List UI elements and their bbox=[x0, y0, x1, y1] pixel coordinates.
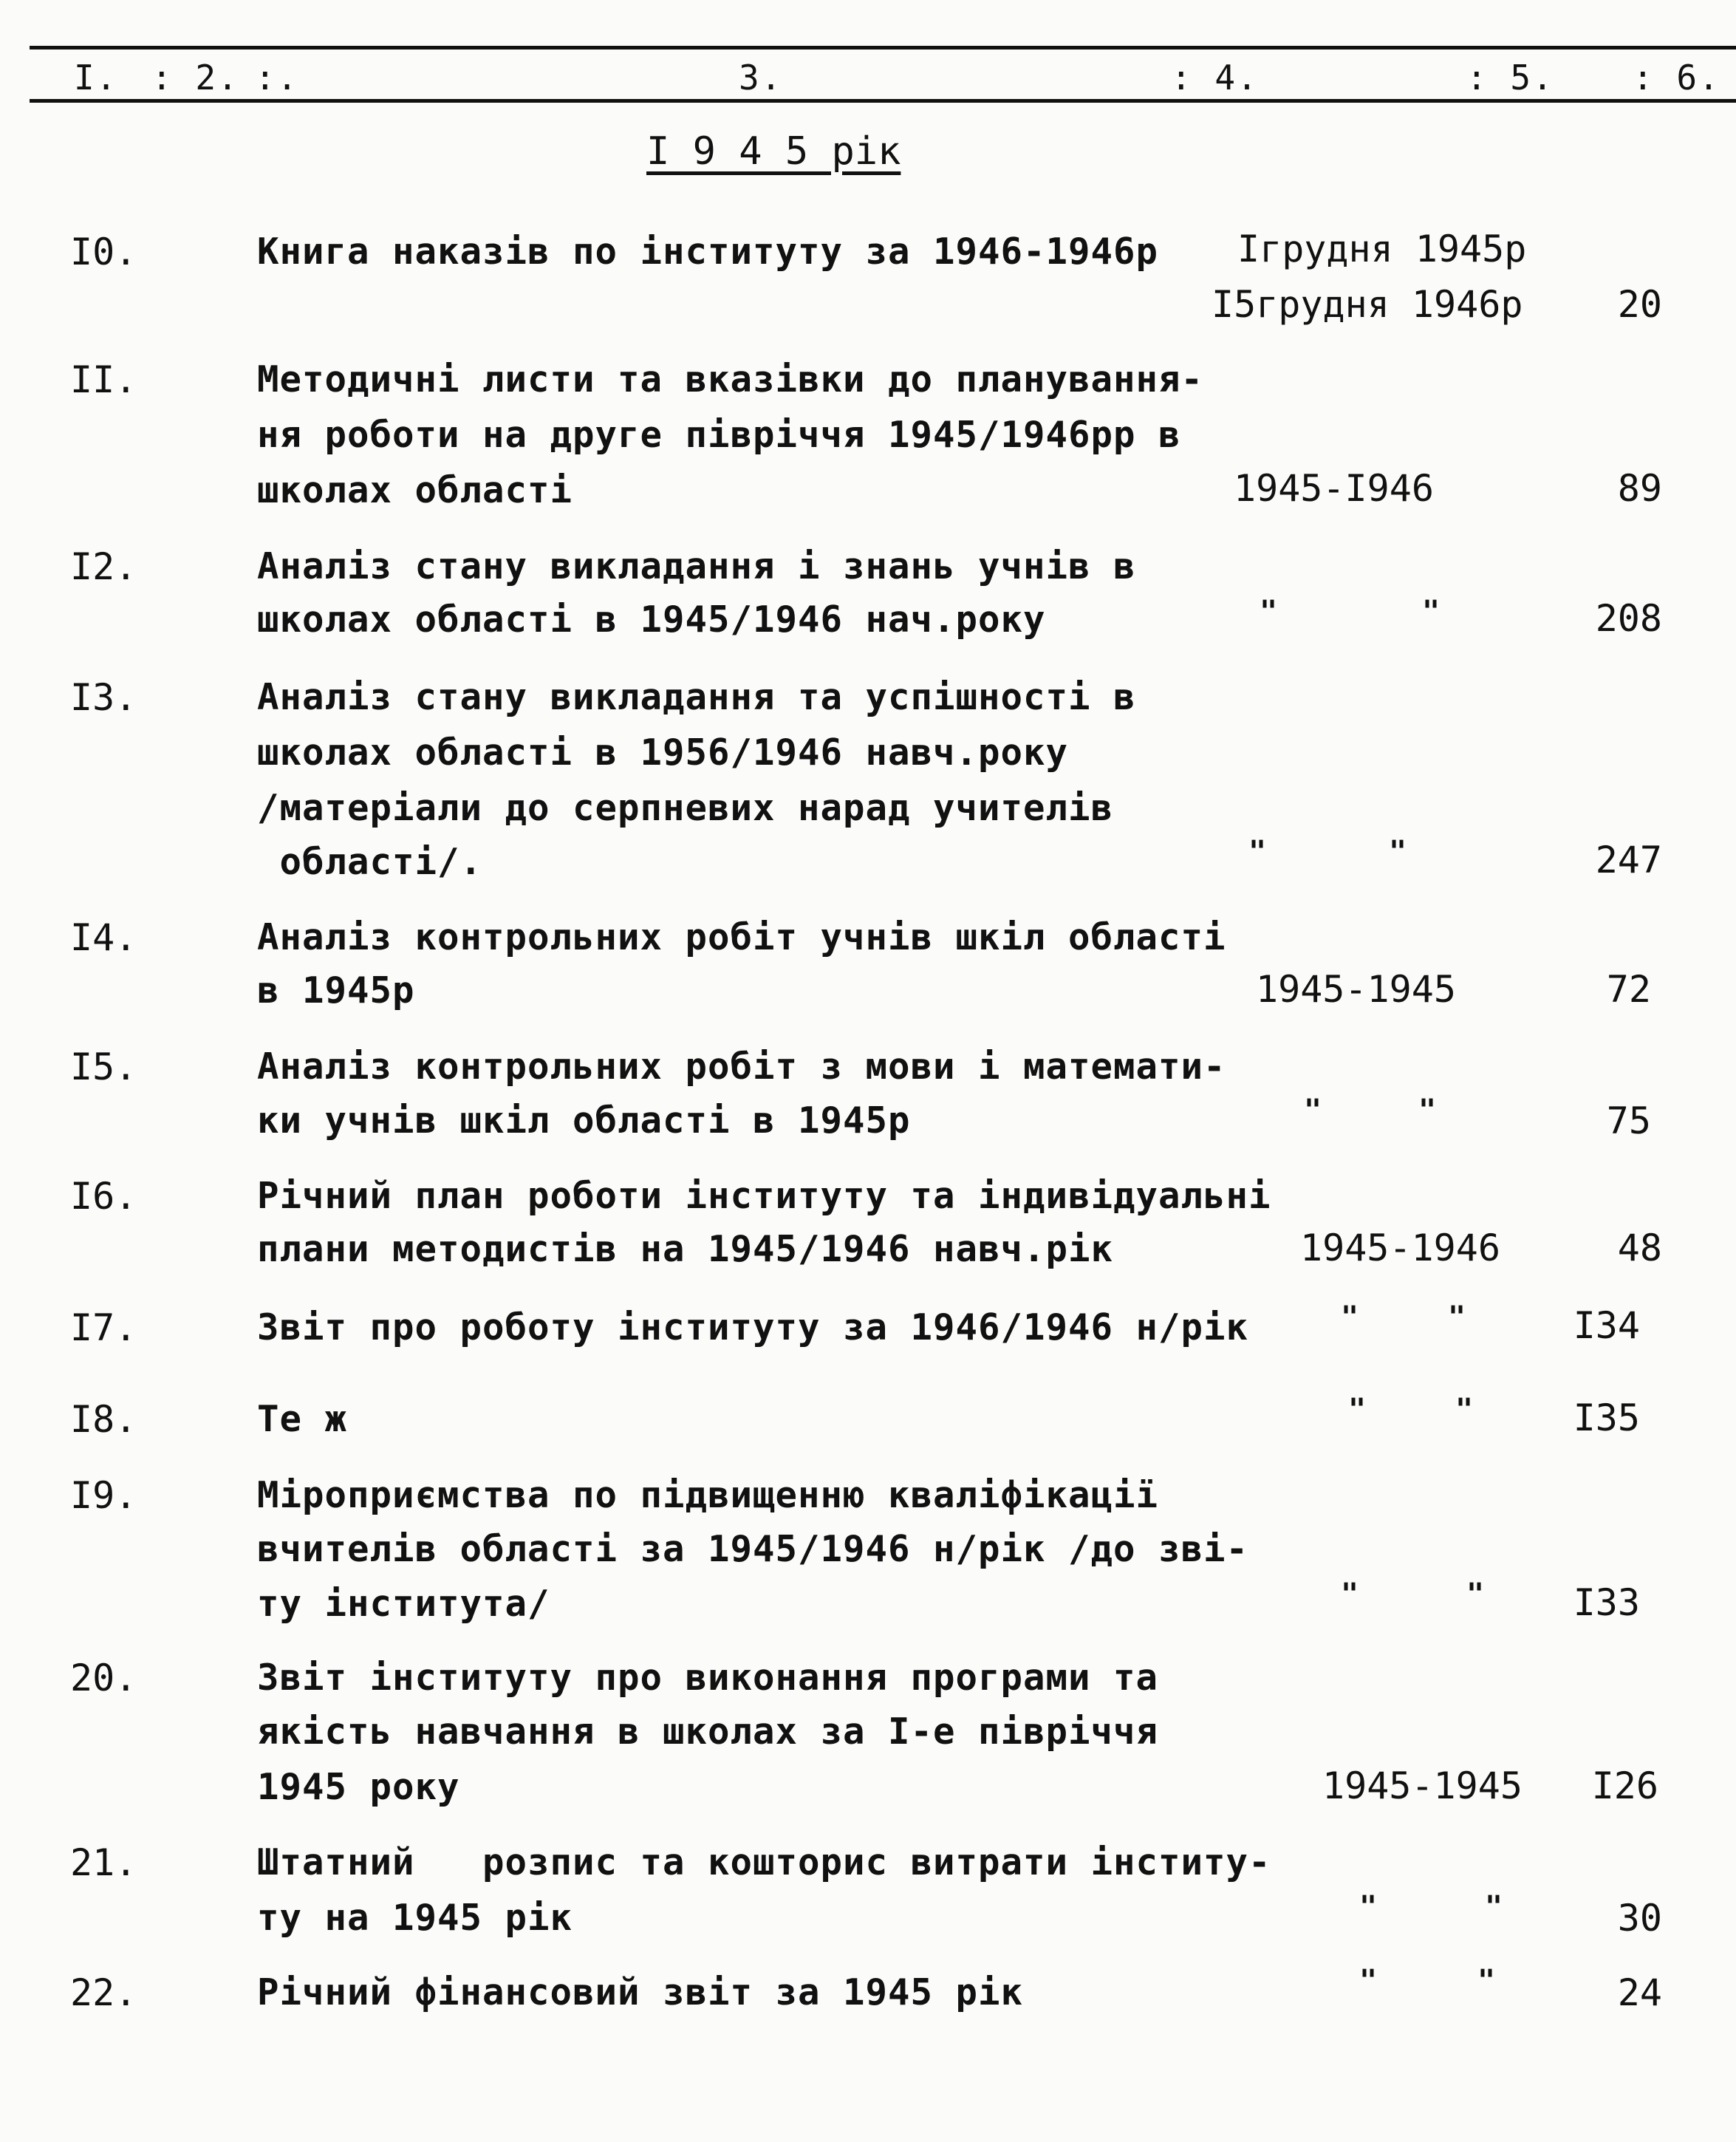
entry-date: 1945-1945 bbox=[1256, 968, 1456, 1011]
ditto-mark-date: " bbox=[1341, 1300, 1359, 1334]
entry-title-line: Аналіз контрольних робіт з мови і математи- bbox=[257, 1046, 1226, 1088]
ditto-mark-date: " bbox=[1422, 595, 1441, 629]
ditto-mark-date: " bbox=[1448, 1300, 1466, 1334]
entry-pages: I33 bbox=[1573, 1581, 1640, 1624]
entry-title-line: Те ж bbox=[257, 1398, 348, 1440]
entry-title-line: Річний фінансовий звіт за 1945 рік bbox=[257, 1971, 1024, 2013]
entry-pages: 30 bbox=[1617, 1897, 1662, 1940]
ditto-mark-date: " bbox=[1389, 835, 1407, 869]
ditto-mark-date: " bbox=[1348, 1393, 1367, 1427]
ditto-mark-date: " bbox=[1455, 1393, 1474, 1427]
column-header-6: : 6. bbox=[1633, 58, 1720, 98]
entry-pages: 24 bbox=[1617, 1971, 1662, 2014]
entry-number: 22. bbox=[70, 1971, 137, 2014]
entry-title-line: якість навчання в школах за І-е півріччя bbox=[257, 1710, 1159, 1753]
entry-number: 20. bbox=[70, 1657, 137, 1699]
entry-number: I6. bbox=[70, 1175, 137, 1218]
entry-pages: 48 bbox=[1617, 1227, 1662, 1269]
column-header-5: : 5. bbox=[1466, 58, 1554, 98]
entry-title-line: 1945 року bbox=[257, 1766, 460, 1808]
entry-title-line: Аналіз стану викладання і знань учнів в bbox=[257, 545, 1136, 587]
entry-pages: I34 bbox=[1573, 1304, 1640, 1347]
entry-title-line: в 1945р bbox=[257, 969, 415, 1012]
entry-date: 1945-1946 bbox=[1300, 1227, 1500, 1269]
entry-title-line: вчителів області за 1945/1946 н/рік /до зві- bbox=[257, 1528, 1249, 1570]
entry-title-line: /матеріали до серпневих нарад учителів bbox=[257, 787, 1114, 829]
column-header-4: : 4. bbox=[1171, 58, 1259, 98]
entry-number: I7. bbox=[70, 1306, 137, 1349]
entry-number: 21. bbox=[70, 1841, 137, 1884]
entry-number: I9. bbox=[70, 1474, 137, 1517]
entry-number: I4. bbox=[70, 916, 137, 959]
ditto-mark-date: " bbox=[1466, 1577, 1485, 1611]
entry-number: I8. bbox=[70, 1398, 137, 1441]
header-rule-top bbox=[30, 46, 1736, 50]
entry-title-line: Методичні листи та вказівки до планування- bbox=[257, 358, 1204, 400]
entry-number: I5. bbox=[70, 1046, 137, 1088]
ditto-mark-date: " bbox=[1359, 1890, 1378, 1924]
ditto-mark-date: " bbox=[1477, 1964, 1496, 1998]
column-header-1: I. bbox=[74, 58, 118, 98]
entry-date-end: I5грудня 1946р bbox=[1212, 283, 1523, 326]
ditto-mark-date: " bbox=[1418, 1094, 1437, 1128]
column-header-2-sep: :. bbox=[255, 58, 299, 98]
entry-title-line: області/. bbox=[257, 841, 483, 883]
entry-title-line: Звіт про роботу інституту за 1946/1946 н/рік bbox=[257, 1306, 1249, 1348]
column-header-2: : 2. bbox=[151, 58, 239, 98]
entry-date-start: Iгрудня 1945р bbox=[1237, 228, 1527, 270]
entry-title-line: Аналіз контрольних робіт учнів шкіл області bbox=[257, 916, 1226, 958]
entry-title-line: школах області bbox=[257, 469, 573, 511]
entry-pages: I26 bbox=[1591, 1764, 1658, 1807]
entry-date: 1945-I946 bbox=[1234, 467, 1434, 510]
column-header-3: 3. bbox=[739, 58, 783, 98]
entry-pages: I35 bbox=[1573, 1396, 1640, 1439]
section-title: I 9 4 5 рік bbox=[646, 129, 901, 174]
header-rule-bottom bbox=[30, 99, 1736, 103]
ditto-mark-date: " bbox=[1248, 835, 1267, 869]
entry-number: I3. bbox=[70, 676, 137, 719]
ditto-mark-date: " bbox=[1260, 595, 1278, 629]
entry-pages: 208 bbox=[1595, 597, 1662, 640]
entry-title-line: Аналіз стану викладання та успішності в bbox=[257, 676, 1136, 718]
entry-number: II. bbox=[70, 358, 137, 401]
entry-pages: 72 bbox=[1606, 968, 1651, 1011]
entry-number: I0. bbox=[70, 231, 137, 273]
ditto-mark-date: " bbox=[1359, 1964, 1378, 1998]
entry-title-line: Звіт інституту про виконання програми та bbox=[257, 1657, 1159, 1699]
entry-title-line: школах області в 1956/1946 навч.року bbox=[257, 731, 1069, 774]
entry-title-line: ня роботи на друге півріччя 1945/1946рр в bbox=[257, 414, 1181, 456]
entry-pages: 20 bbox=[1617, 283, 1662, 326]
entry-title-line: ту інститута/ bbox=[257, 1583, 550, 1625]
ditto-mark-date: " bbox=[1341, 1577, 1359, 1611]
entry-title-line: плани методистів на 1945/1946 навч.рік bbox=[257, 1228, 1114, 1270]
entry-pages: 75 bbox=[1606, 1099, 1651, 1142]
entry-title-line: Книга наказів по інституту за 1946-1946р bbox=[257, 231, 1159, 273]
ditto-mark-date: " bbox=[1304, 1094, 1322, 1128]
entry-title-line: школах області в 1945/1946 нач.року bbox=[257, 598, 1046, 641]
entry-date: 1945-1945 bbox=[1322, 1764, 1523, 1807]
entry-title-line: Штатний розпис та кошторис витрати інститу- bbox=[257, 1841, 1271, 1883]
entry-number: I2. bbox=[70, 545, 137, 588]
entry-pages: 89 bbox=[1617, 467, 1662, 510]
entry-title-line: ту на 1945 рік bbox=[257, 1897, 573, 1939]
entry-title-line: Річний план роботи інституту та індивідуальні bbox=[257, 1175, 1271, 1217]
entry-title-line: ки учнів шкіл області в 1945р bbox=[257, 1099, 911, 1142]
entry-pages: 247 bbox=[1595, 839, 1662, 881]
entry-title-line: Міроприємства по підвищенню кваліфікації bbox=[257, 1474, 1159, 1516]
ditto-mark-date: " bbox=[1485, 1890, 1503, 1924]
